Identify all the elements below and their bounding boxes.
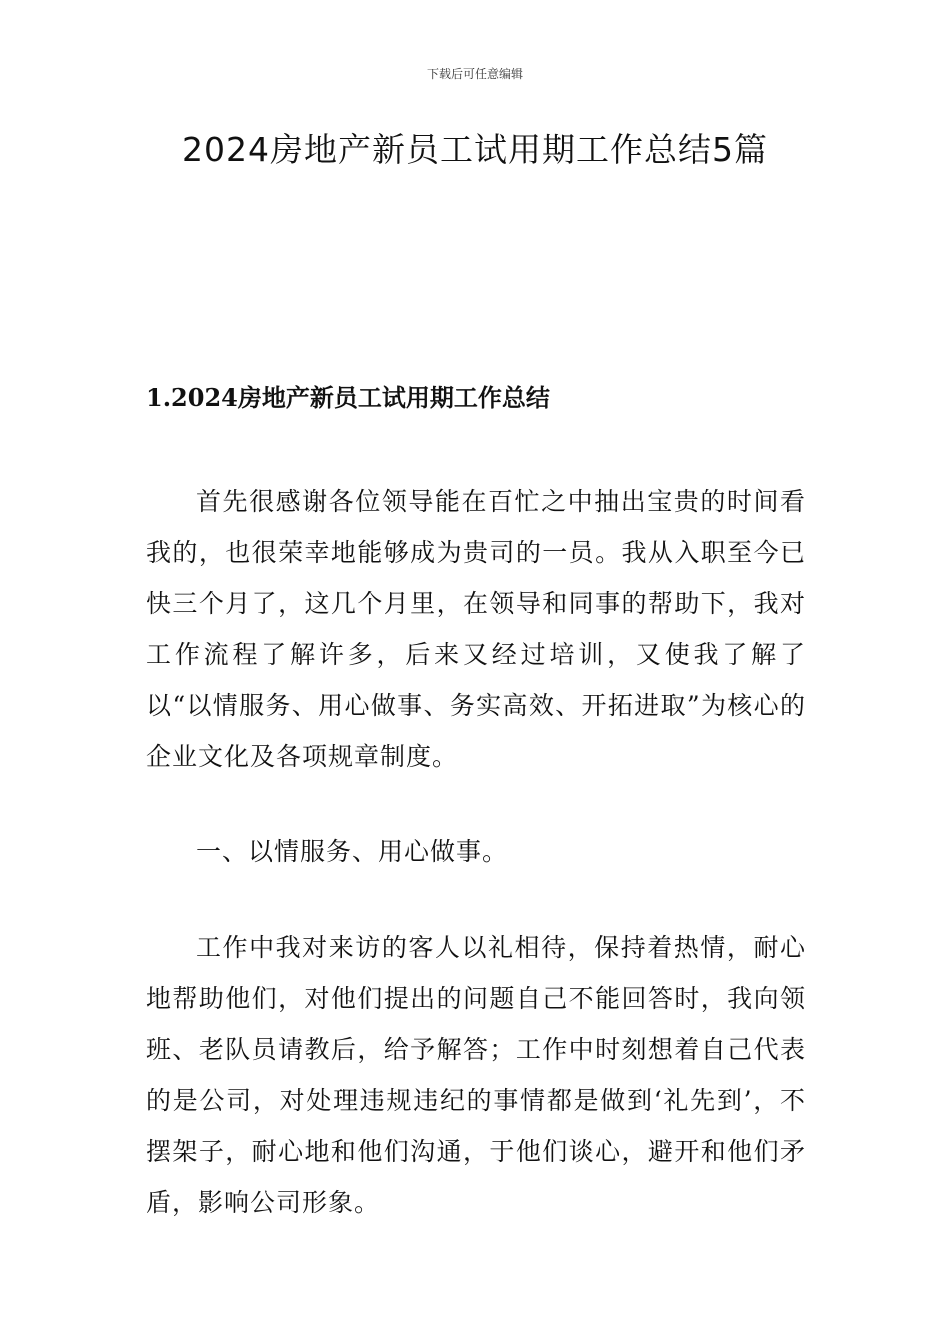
subheading-1: 一、以情服务、用心做事。 [196, 837, 509, 866]
body-paragraph-2: 工作中我对来访的客人以礼相待，保持着热情，耐心地帮助他们，对他们提出的问题自己不能回答时，我向领班、老队员请教后，给予解答；工作中时刻想着自己代表的是公司，对处理违规违纪的事情都是做到‘礼先到’，不摆架子，耐心地和他们沟通，于他们谈心，避开和他们矛盾，影响公司形象。 [146, 933, 806, 1217]
body-paragraph-1: 首先很感谢各位领导能在百忙之中抽出宝贵的时间看我的，也很荣幸地能够成为贵司的一员。我从入职至今已快三个月了，这几个月里，在领导和同事的帮助下，我对工作流程了解许多，后来又经过培训，又使我了解了以“以情服务、用心做事、务实高效、开拓进取”为核心的企业文化及各项规章制度。 [146, 487, 806, 771]
header-note: 下载后可任意编辑 [426, 67, 523, 81]
document-title: 2024房地产新员工试用期工作总结5篇 [182, 130, 768, 169]
section-heading: 1.2024房地产新员工试用期工作总结 [146, 383, 550, 412]
